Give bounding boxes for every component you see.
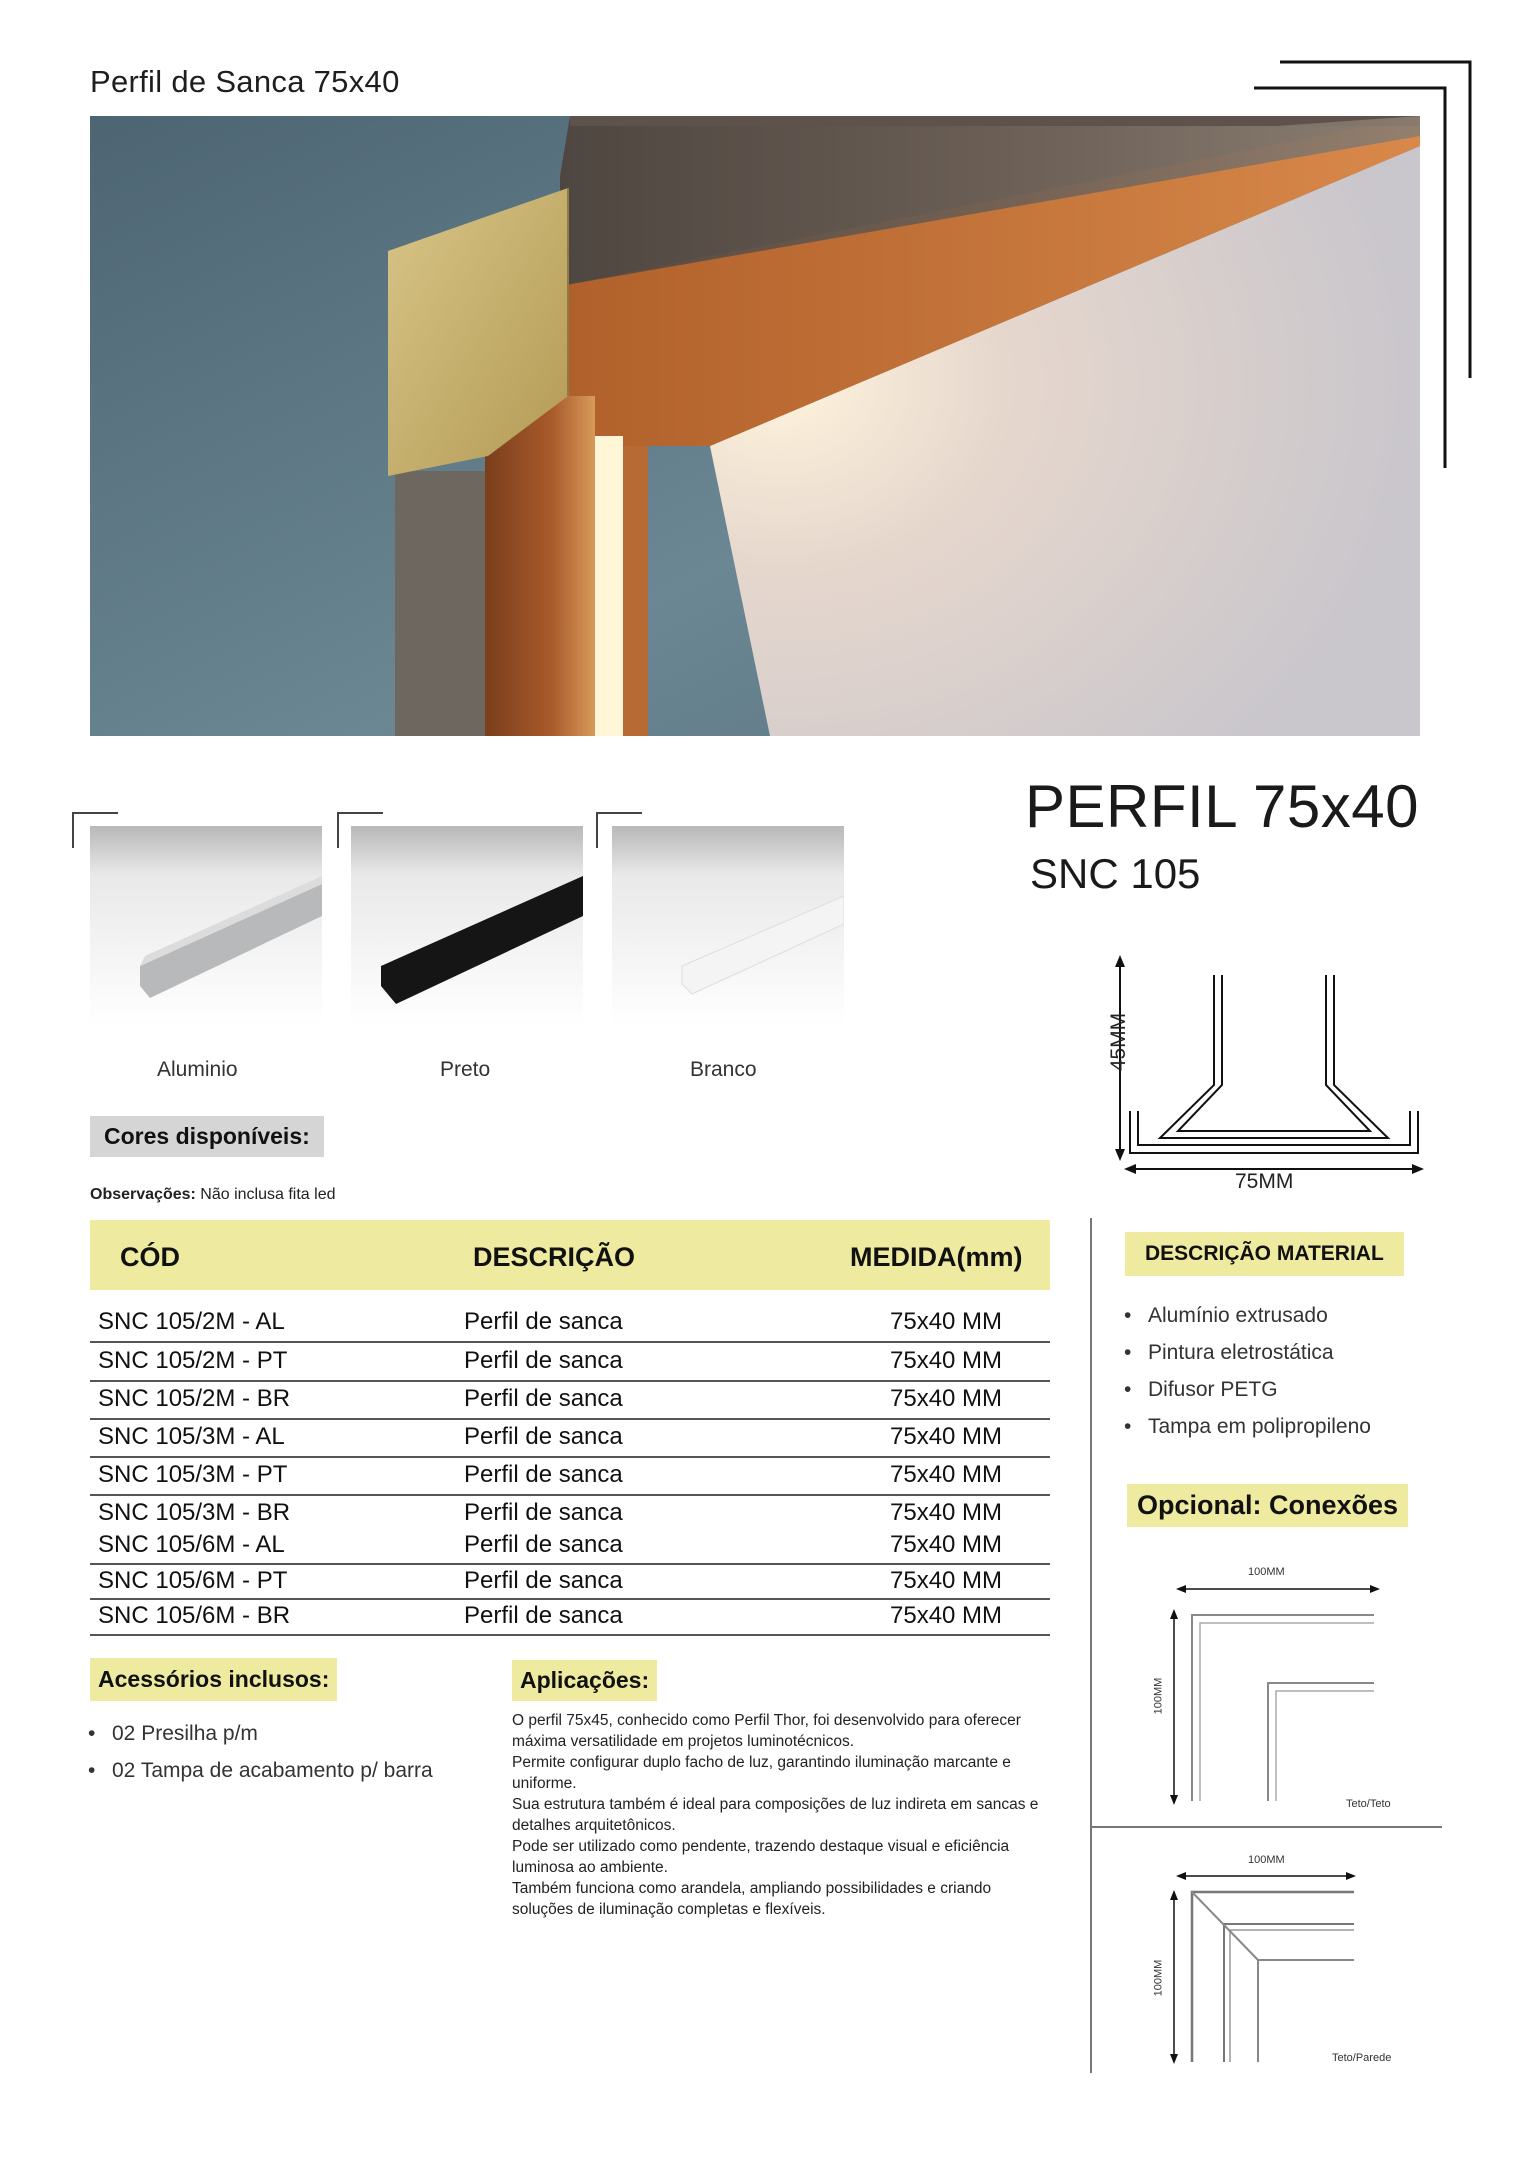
cell-measure: 75x40 MM	[890, 1385, 1003, 1412]
applications-tag: Aplicações:	[512, 1660, 657, 1701]
applications-paragraph: Pode ser utilizado como pendente, trazendo destaque visual e eficiência luminosa ao ambiente.	[512, 1838, 1010, 1876]
cell-code: SNC 105/3M - AL	[98, 1423, 285, 1450]
cell-description: Perfil de sanca	[464, 1461, 623, 1488]
page-title: Perfil de Sanca 75x40	[90, 64, 400, 99]
applications-paragraph: Também funciona como arandela, ampliando possibilidades e criando soluções de iluminação completas e flexíveis.	[512, 1880, 992, 1918]
row-divider	[90, 1563, 1050, 1565]
swatch-label-aluminio: Aluminio	[157, 1058, 238, 1081]
connection-height: 100MM	[1152, 1677, 1165, 1715]
cell-code: SNC 105/2M - PT	[98, 1347, 288, 1374]
th-code: CÓD	[120, 1242, 180, 1272]
column-divider	[1090, 1218, 1092, 2073]
material-tag: DESCRIÇÃO MATERIAL	[1125, 1232, 1404, 1276]
row-divider	[90, 1456, 1050, 1458]
cell-measure: 75x40 MM	[890, 1567, 1003, 1594]
cell-description: Perfil de sanca	[464, 1347, 623, 1374]
accessories-tag: Acessórios inclusos:	[90, 1658, 337, 1701]
material-item: • Tampa em polipropileno	[1124, 1415, 1371, 1439]
cell-code: SNC 105/6M - BR	[98, 1602, 291, 1629]
accessory-item: • 02 Tampa de acabamento p/ barra	[88, 1759, 433, 1783]
cell-measure: 75x40 MM	[890, 1461, 1003, 1488]
applications-paragraph: O perfil 75x45, conhecido como Perfil Thor, foi desenvolvido para oferecer máxima versatilidade em projetos luminotécnicos.	[512, 1712, 1021, 1750]
optional-tag: Opcional: Conexões	[1127, 1484, 1408, 1527]
accessories-list	[88, 1722, 433, 1796]
cell-code: SNC 105/6M - PT	[98, 1567, 288, 1594]
hero-image	[90, 116, 1420, 736]
applications-paragraph: Permite configurar duplo facho de luz, garantindo iluminação marcante e uniforme.	[512, 1754, 1011, 1792]
cell-code: SNC 105/6M - AL	[98, 1531, 285, 1558]
observations-text: Não inclusa fita led	[200, 1186, 336, 1203]
product-code: SNC 105	[1030, 850, 1201, 897]
cell-description: Perfil de sanca	[464, 1499, 623, 1526]
connection-label: Teto/Parede	[1332, 2052, 1392, 2064]
row-divider	[90, 1634, 1050, 1636]
connection-width: 100MM	[1248, 1566, 1285, 1578]
observations-label: Observações:	[90, 1186, 196, 1203]
cell-description: Perfil de sanca	[464, 1423, 623, 1450]
row-divider	[90, 1494, 1050, 1496]
table-header	[90, 1220, 1050, 1290]
cell-description: Perfil de sanca	[464, 1531, 623, 1558]
profile-dimension-drawing	[1090, 955, 1430, 1200]
section-divider	[1090, 1826, 1442, 1828]
swatch-branco	[612, 826, 844, 1026]
row-divider	[90, 1418, 1050, 1420]
material-list	[1124, 1304, 1371, 1452]
applications-paragraph: Sua estrutura também é ideal para composições de luz indireta em sancas e detalhes arquitetônicos.	[512, 1796, 1039, 1834]
cell-code: SNC 105/2M - AL	[98, 1308, 285, 1335]
material-item: • Alumínio extrusado	[1124, 1304, 1371, 1328]
row-divider	[90, 1598, 1050, 1600]
cell-measure: 75x40 MM	[890, 1499, 1003, 1526]
swatch-aluminio	[90, 826, 322, 1026]
cell-measure: 75x40 MM	[890, 1531, 1003, 1558]
material-item: • Pintura eletrostática	[1124, 1341, 1371, 1365]
cell-measure: 75x40 MM	[890, 1308, 1003, 1335]
cell-description: Perfil de sanca	[464, 1567, 623, 1594]
connection-height: 100MM	[1152, 1959, 1165, 1997]
cell-description: Perfil de sanca	[464, 1385, 623, 1412]
cell-description: Perfil de sanca	[464, 1602, 623, 1629]
cell-measure: 75x40 MM	[890, 1423, 1003, 1450]
cell-measure: 75x40 MM	[890, 1347, 1003, 1374]
swatch-label-branco: Branco	[690, 1058, 757, 1081]
connection-width: 100MM	[1248, 1854, 1285, 1866]
th-description: DESCRIÇÃO	[473, 1242, 636, 1272]
row-divider	[90, 1380, 1050, 1382]
connection-teto-parede-drawing	[1150, 1862, 1390, 2072]
colors-tag: Cores disponíveis:	[90, 1116, 324, 1157]
accessory-item: • 02 Presilha p/m	[88, 1722, 433, 1746]
row-divider	[90, 1341, 1050, 1343]
connection-label: Teto/Teto	[1346, 1798, 1391, 1810]
swatch-preto	[351, 826, 583, 1026]
cell-code: SNC 105/3M - PT	[98, 1461, 288, 1488]
cell-code: SNC 105/3M - BR	[98, 1499, 291, 1526]
width-dimension: 75MM	[1235, 1170, 1294, 1193]
cell-code: SNC 105/2M - BR	[98, 1385, 291, 1412]
applications-text	[512, 1710, 1052, 1920]
height-dimension: 45MM	[1107, 1012, 1131, 1072]
product-name: PERFIL 75x40	[1025, 773, 1419, 840]
th-measure: MEDIDA(mm)	[850, 1242, 1023, 1272]
connection-teto-teto-drawing	[1150, 1575, 1390, 1815]
material-item: • Difusor PETG	[1124, 1378, 1371, 1402]
swatch-label-preto: Preto	[440, 1058, 491, 1081]
observations	[90, 1186, 335, 1204]
cell-description: Perfil de sanca	[464, 1308, 623, 1335]
cell-measure: 75x40 MM	[890, 1602, 1003, 1629]
